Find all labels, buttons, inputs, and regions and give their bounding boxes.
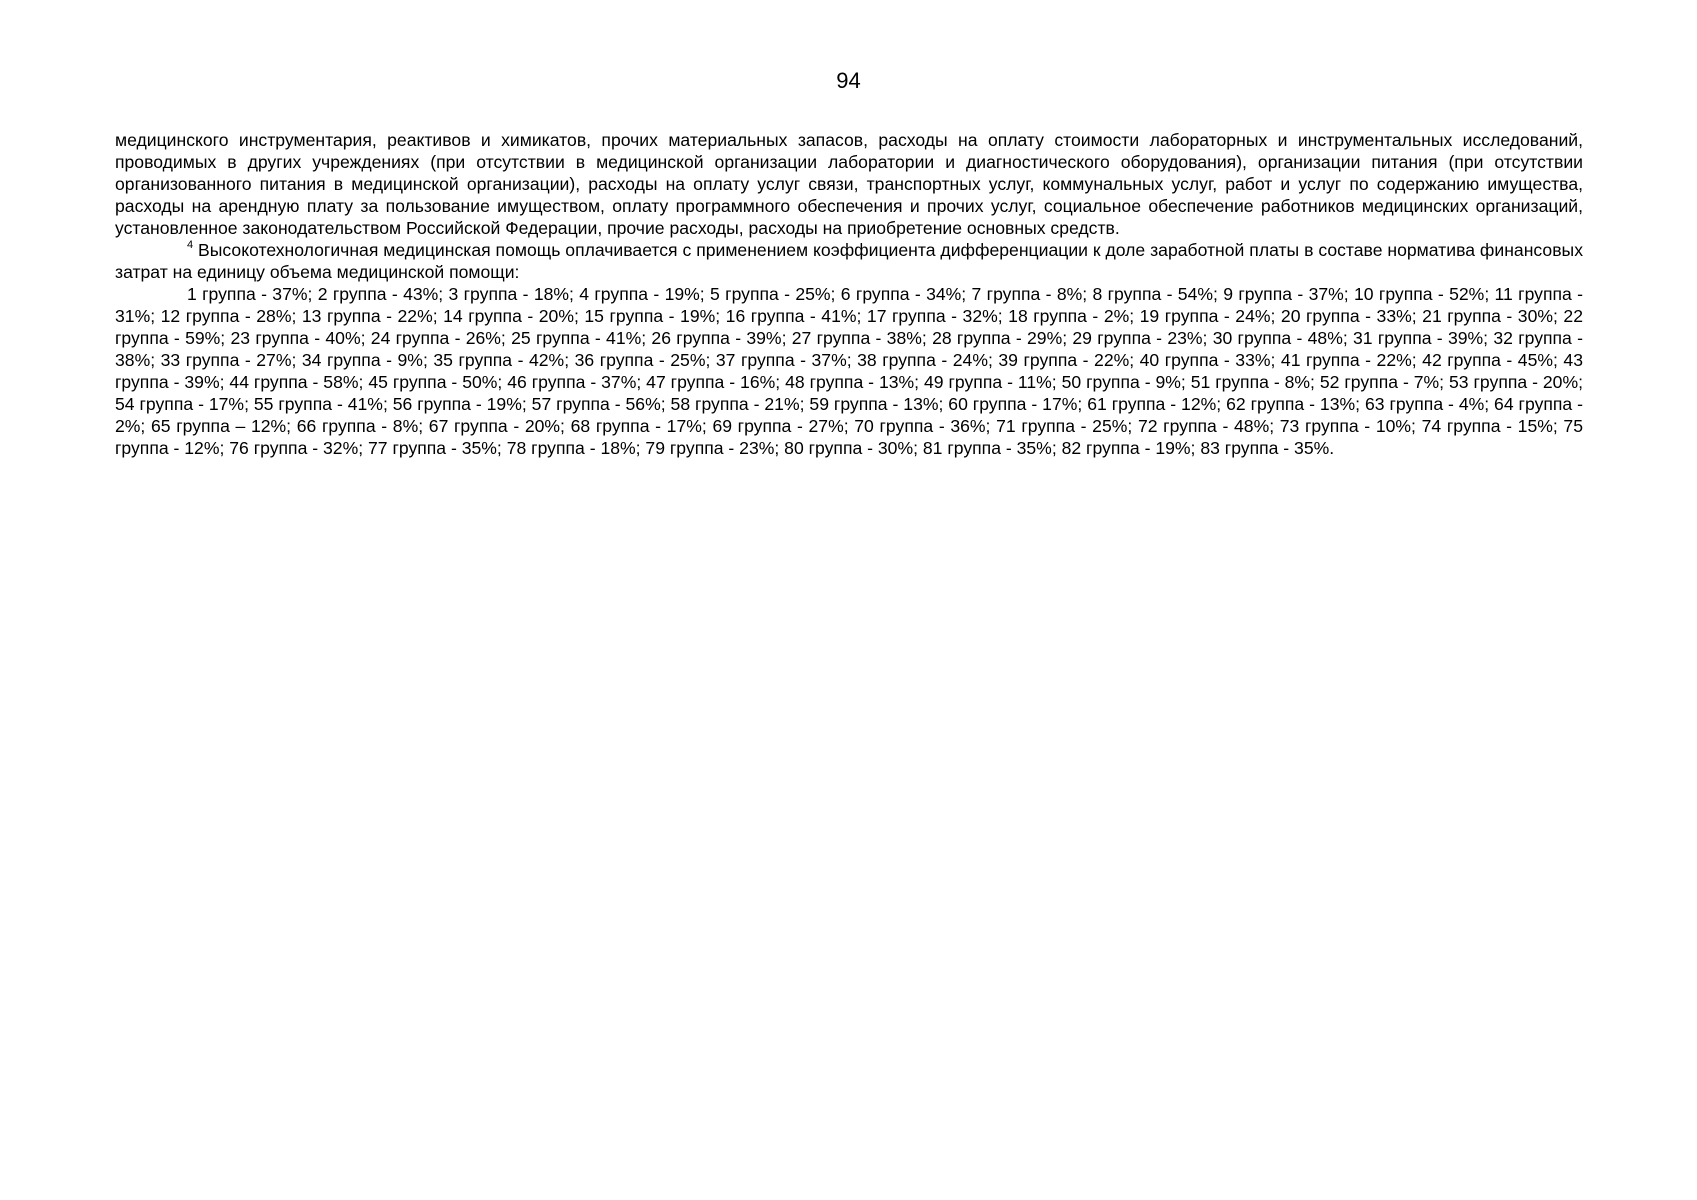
paragraph-expenses: медицинского инструментария, реактивов и химикатов, прочих материальных запасов, расходы на оплату стоимости лабораторных и инструментальных исследований, проводимых в других учреждениях (при отсутствии в медицинской организации лаборатории и диагностического оборудования), организации питания (при отсутствии организованного питания в медицинской организации), расходы на оплату услуг связи, транспортных услуг, коммунальных услуг, работ и услуг по содержанию имущества, расходы на арендную плату за пользование имуществом, оплату программного обеспечения и прочих услуг, социальное обеспечение работников медицинских организаций, установленное законодательством Российской Федерации, прочие расходы, расходы на приобретение основных средств. — [115, 130, 1583, 238]
footnote-marker: 4 — [187, 239, 194, 252]
paragraph-group-coefficients: 1 группа - 37%; 2 группа - 43%; 3 группа - 18%; 4 группа - 19%; 5 группа - 25%; 6 группа - 34%; 7 группа - 8%; 8 группа - 54%; 9 группа - 37%; 10 группа - 52%; 11 группа - 31%; 12 группа - 28%; 13 группа - 22%; 14 группа - 20%; 15 группа - 19%; 16 группа - 41%; 17 группа - 32%; 18 группа - 2%; 19 группа - 24%; 20 группа - 33%; 21 группа - 30%; 22 группа - 59%; 23 группа - 40%; 24 группа - 26%; 25 группа - 41%; 26 группа - 39%; 27 группа - 38%; 28 группа - 29%; 29 группа - 23%; 30 группа - 48%; 31 группа - 39%; 32 группа - 38%; 33 группа - 27%; 34 группа - 9%; 35 группа - 42%; 36 группа - 25%; 37 группа - 37%; 38 группа - 24%; 39 группа - 22%; 40 группа - 33%; 41 группа - 22%; 42 группа - 45%; 43 группа - 39%; 44 группа - 58%; 45 группа - 50%; 46 группа - 37%; 47 группа - 16%; 48 группа - 13%; 49 группа - 11%; 50 группа - 9%; 51 группа - 8%; 52 группа - 7%; 53 группа - 20%; 54 группа - 17%; 55 группа - 41%; 56 группа - 19%; 57 группа - 56%; 58 группа - 21%; 59 группа - 13%; 60 группа - 17%; 61 группа - 12%; 62 группа - 13%; 63 группа - 4%; 64 группа - 2%; 65 группа – 12%; 66 группа - 8%; 67 группа - 20%; 68 группа - 17%; 69 группа - 27%; 70 группа - 36%; 71 группа - 25%; 72 группа - 48%; 73 группа - 10%; 74 группа - 15%; 75 группа - 12%; 76 группа - 32%; 77 группа - 35%; 78 группа - 18%; 79 группа - 23%; 80 группа - 30%; 81 группа - 35%; 82 группа - 19%; 83 группа - 35%. — [115, 284, 1583, 458]
paragraph-footnote-4 — [115, 239, 1583, 283]
document-body — [115, 129, 1583, 459]
footnote-text: Высокотехнологичная медицинская помощь оплачивается с применением коэффициента дифференциации к доле заработной платы в составе норматива финансовых затрат на единицу объема медицинской помощи: — [115, 240, 1583, 282]
page-number: 94 — [836, 68, 861, 93]
